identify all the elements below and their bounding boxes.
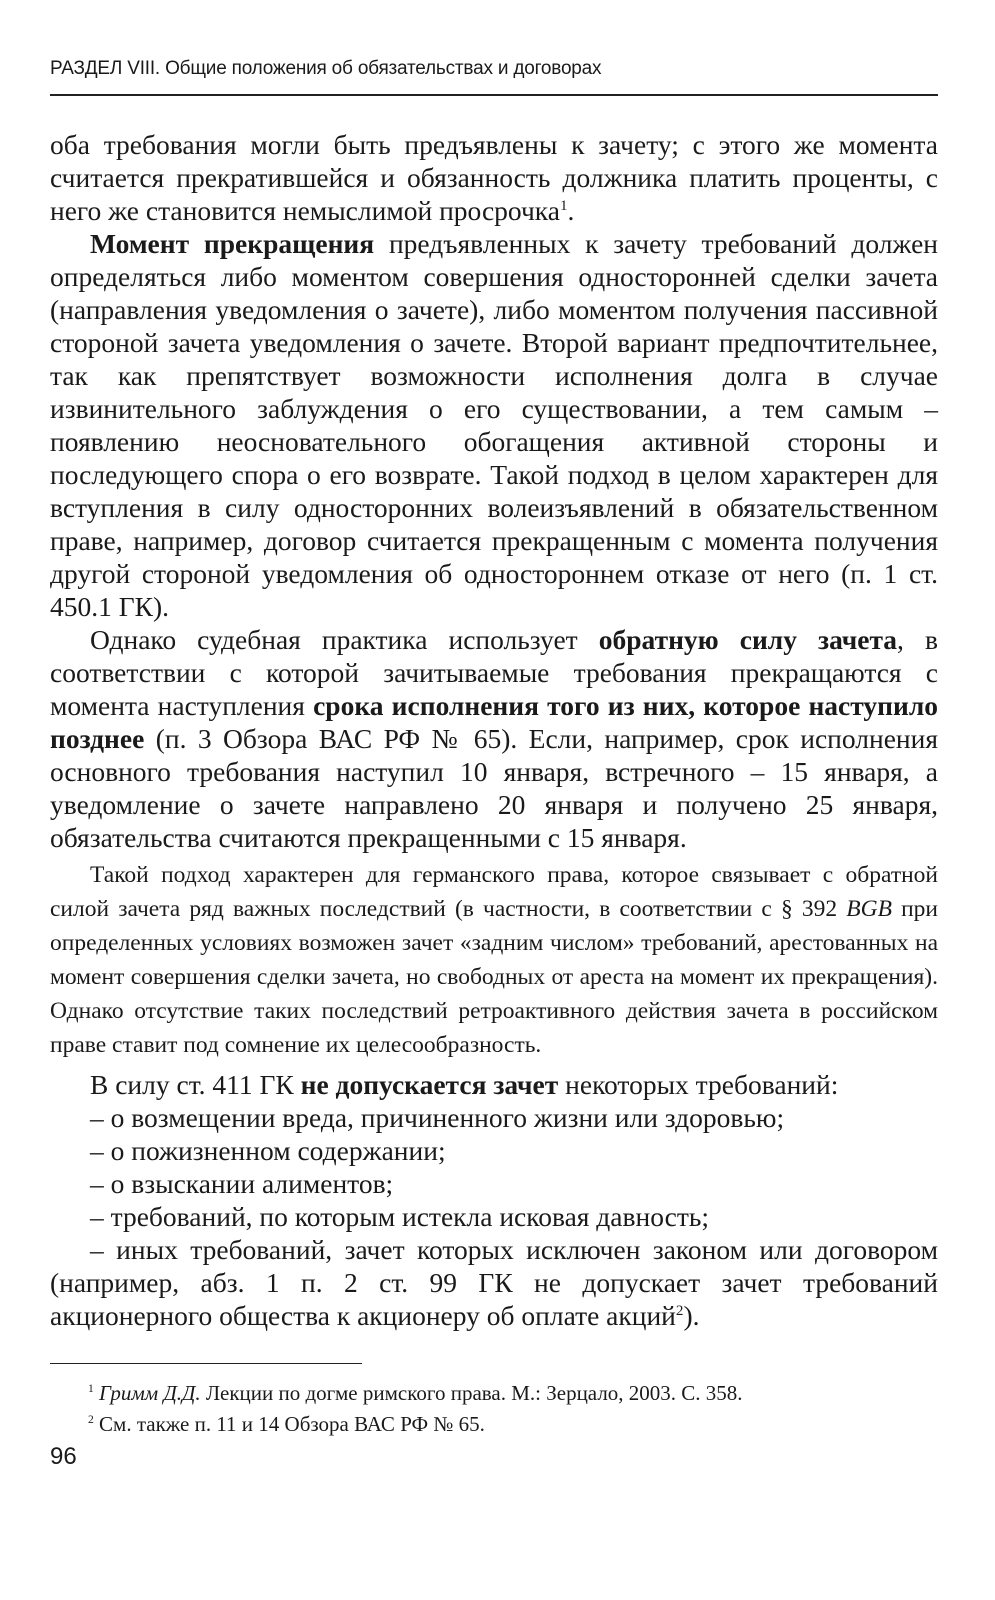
- paragraph-4-italic: BGB: [846, 896, 892, 922]
- list-item: – требований, по которым истекла исковая давность;: [90, 1201, 710, 1232]
- header-rule: [50, 94, 938, 96]
- paragraph-2-text: предъявленных к зачету требований должен определяться либо моментом совершения односторонней сделки зачета (направления уведомления о зачете), либо моментом получения пассивной стороной зачета уведомления о зачете. Второй вариант предпочтительнее, так как препятствует возможности исполнения долга в случае извинительного заблуждения о его существовании, а тем самым – появлению неосновательного обогащения активной стороны и последующего спора о его возврате. Такой подход в целом характерен для вступления в силу односторонних волеизъявлений в обязательственном праве, например, договор считается прекращенным с момента получения другой стороной уведомления об одностороннем отказе от него (п. 1 ст. 450.1 ГК).: [50, 228, 938, 622]
- page-number: 96: [50, 1443, 77, 1470]
- footnote-ref-1[interactable]: 1: [559, 197, 568, 214]
- paragraph-2-bold: Момент прекращения: [90, 228, 375, 259]
- paragraph-3: [50, 623, 938, 854]
- footnote-1-text: Лекции по догме римского права. М.: Зерцало, 2003. С. 358.: [200, 1381, 743, 1405]
- footnote-1-author: Гримм Д.Д.: [99, 1381, 201, 1405]
- paragraph-3-text-3: (п. 3 Обзора ВАС РФ № 65). Если, например, срок исполнения основного требования наступил 10 января, встречного – 15 января, а уведомление о зачете направлено 20 января и получено 25 января, обязательства считаются прекращенными с 15 января.: [50, 723, 938, 853]
- paragraph-4-text-2: при определенных условиях возможен зачет «задним числом» требований, арестованных на момент совершения сделки зачета, но свободных от ареста на момент их прекращения). Однако отсутствие таких последствий ретроактивного действия зачета в российском праве ставит под сомнение их целесообразность.: [50, 896, 939, 1058]
- footnote-1: [88, 1378, 938, 1409]
- paragraph-4-small: [50, 858, 938, 1062]
- paragraph-4-text-1: Такой подход характерен для германского права, которое связывает с обратной силой зачета ряд важных последствий (в частности, в соответствии с § 392: [50, 862, 938, 922]
- footnote-2-number: 2: [88, 1414, 94, 1426]
- footnote-1-number: 1: [88, 1383, 94, 1395]
- list-item-last-text: – иных требований, зачет которых исключен законом или договором (например, абз. 1 п. 2 ст. 99 ГК не допускает зачет требований акционерного общества к акционеру об оплате акций: [50, 1234, 938, 1331]
- list-item-last: [50, 1233, 938, 1332]
- paragraph-5-text-2: некоторых требований:: [558, 1069, 839, 1100]
- paragraph-3-text-1: Однако судебная практика использует: [90, 624, 599, 655]
- list-item: – о взыскании алиментов;: [90, 1168, 394, 1199]
- paragraph-3-bold-2: срока исполнения того из них, которое наступило позднее: [50, 690, 939, 754]
- list-item: – о возмещении вреда, причиненного жизни или здоровью;: [90, 1102, 785, 1133]
- paragraph-2: [50, 227, 938, 623]
- paragraph-3-bold-1: обратную силу зачета: [598, 624, 898, 655]
- paragraph-5: [50, 1068, 938, 1101]
- list-item: – о пожизненном содержании;: [90, 1135, 446, 1166]
- footnote-rule: [50, 1363, 362, 1364]
- running-header: РАЗДЕЛ VIII. Общие положения об обязательствах и договорах: [50, 58, 602, 79]
- paragraph-5-bold: не допускается зачет: [300, 1069, 559, 1100]
- footnote-2-text: См. также п. 11 и 14 Обзора ВАС РФ № 65.: [93, 1412, 485, 1436]
- paragraph-1: [50, 128, 938, 227]
- paragraph-5-text-1: В силу ст. 411 ГК: [90, 1069, 301, 1100]
- paragraph-3-text-2: , в соответствии с которой зачитываемые требования прекращаются с момента наступления: [50, 624, 938, 721]
- footnote-ref-2[interactable]: 2: [675, 1302, 684, 1319]
- footnotes: [88, 1378, 938, 1440]
- paragraph-1-text: оба требования могли быть предъявлены к зачету; с этого же момента считается прекратившейся и обязанность должника платить проценты, с него же становится немыслимой просрочка: [50, 129, 938, 226]
- body-text: [50, 128, 938, 1332]
- paragraph-1-end: .: [567, 195, 575, 226]
- footnote-2: [88, 1409, 938, 1440]
- list-item-last-end: ).: [683, 1300, 700, 1331]
